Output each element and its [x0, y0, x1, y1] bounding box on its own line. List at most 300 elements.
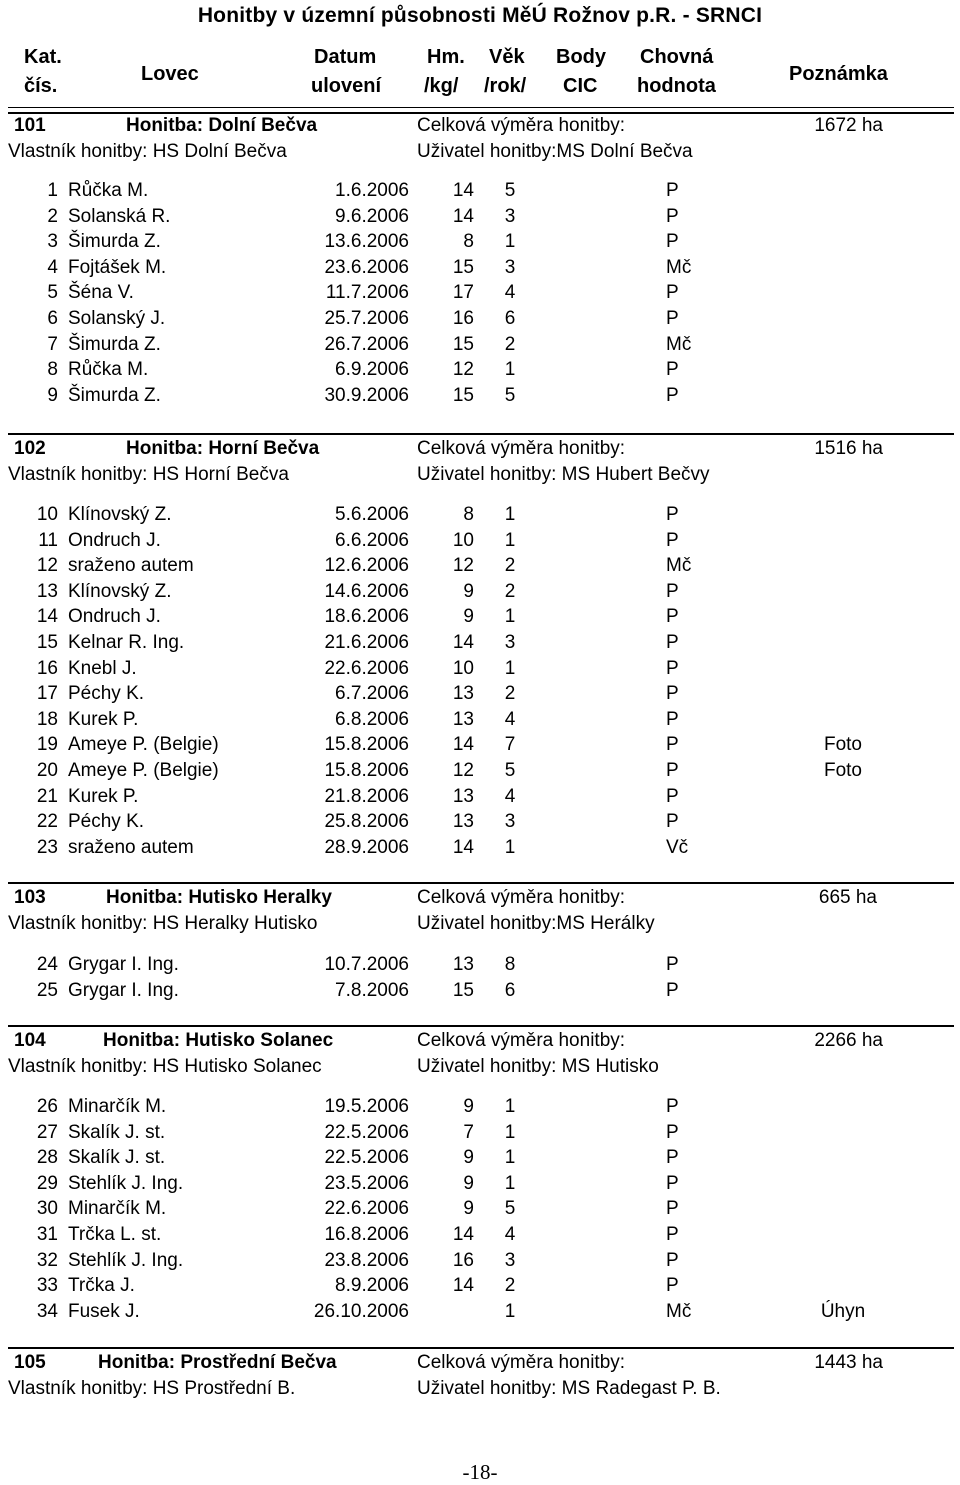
- hunter-name: Péchy K.: [68, 811, 145, 833]
- catch-number: 21: [36, 785, 58, 807]
- age: 1: [504, 1121, 516, 1143]
- breeding-value: P: [666, 631, 679, 653]
- note: Foto: [823, 734, 863, 756]
- age: 1: [504, 657, 516, 679]
- hunt-name: Honitba: Dolní Bečva: [126, 115, 318, 136]
- catch-date: 16.8.2006: [324, 1223, 409, 1245]
- user: Uživatel honitby:MS Herálky: [417, 913, 655, 934]
- catch-number: 6: [47, 307, 58, 329]
- hunter-name: Kurek P.: [68, 708, 139, 730]
- catch-number: 18: [36, 708, 58, 730]
- weight: 14: [452, 1275, 474, 1297]
- header-rule: [8, 107, 954, 108]
- owner: Vlastník honitby: HS Heralky Hutisko: [8, 913, 318, 934]
- hunter-name: Ameye P. (Belgie): [68, 759, 219, 781]
- hunting-ground-header: [0, 438, 960, 490]
- area-value: 1443 ha: [814, 1352, 883, 1373]
- hunter-name: Kelnar R. Ing.: [68, 631, 185, 653]
- area-value: 665 ha: [818, 887, 877, 908]
- hunter-name: Stehlík J. Ing.: [68, 1172, 184, 1194]
- table-row: [0, 1122, 960, 1148]
- weight: 12: [452, 759, 474, 781]
- catch-date: 14.6.2006: [324, 580, 409, 602]
- breeding-value: P: [666, 1275, 679, 1297]
- table-row: [0, 980, 960, 1006]
- hunt-code: 101: [14, 115, 46, 136]
- table-row: [0, 632, 960, 658]
- weight: 14: [452, 631, 474, 653]
- catch-date: 23.8.2006: [324, 1249, 409, 1271]
- hunter-name: Minarčík M.: [68, 1096, 167, 1117]
- hunter-name: Fojtášek M.: [68, 256, 167, 278]
- breeding-value: P: [666, 1121, 679, 1143]
- table-row: [0, 1096, 960, 1122]
- hunter-name: Péchy K.: [68, 683, 145, 705]
- age: 3: [504, 256, 516, 278]
- catch-number: 12: [36, 555, 58, 577]
- age: 5: [504, 384, 516, 406]
- catch-number: 13: [36, 580, 58, 602]
- table-row: [0, 954, 960, 980]
- age: 1: [504, 231, 516, 253]
- catch-date: 6.7.2006: [335, 683, 409, 705]
- note: Foto: [823, 759, 863, 781]
- table-row: [0, 257, 960, 283]
- catch-date: 8.9.2006: [335, 1275, 409, 1297]
- age: 4: [504, 785, 516, 807]
- catch-number: 11: [38, 529, 58, 551]
- table-row: [0, 606, 960, 632]
- hunter-name: Růčka M.: [68, 180, 149, 201]
- age: 6: [504, 307, 516, 329]
- weight: 10: [452, 529, 474, 551]
- catch-date: 10.7.2006: [324, 954, 409, 975]
- section-rule: [8, 112, 954, 114]
- area-label: Celková výměra honitby:: [417, 115, 626, 136]
- catch-number: 8: [47, 359, 58, 381]
- weight: 15: [452, 333, 474, 355]
- catch-date: 26.7.2006: [324, 333, 409, 355]
- hunter-name: Fusek J.: [68, 1300, 140, 1322]
- header-kat: Kat.: [24, 46, 62, 68]
- catch-number: 9: [47, 384, 58, 406]
- catch-date: 23.6.2006: [324, 256, 409, 278]
- catch-number: 25: [36, 979, 58, 1001]
- catch-number: 10: [36, 504, 58, 525]
- age: 1: [504, 1300, 516, 1322]
- table-row: [0, 385, 960, 411]
- table-body: [0, 954, 960, 1005]
- table-row: [0, 555, 960, 581]
- catch-number: 29: [36, 1172, 58, 1194]
- catch-date: 6.8.2006: [335, 708, 409, 730]
- note: Úhyn: [820, 1300, 866, 1322]
- hunter-name: Grygar I. Ing.: [68, 979, 179, 1001]
- table-row: [0, 786, 960, 812]
- catch-number: 27: [36, 1121, 58, 1143]
- age: 1: [504, 606, 516, 628]
- catch-number: 15: [36, 631, 58, 653]
- catch-date: 22.6.2006: [324, 657, 409, 679]
- area-label: Celková výměra honitby:: [417, 1030, 626, 1051]
- catch-number: 24: [36, 954, 58, 975]
- weight: 15: [452, 979, 474, 1001]
- hunt-name: Honitba: Horní Bečva: [126, 438, 320, 459]
- table-row: [0, 683, 960, 709]
- breeding-value: P: [666, 504, 679, 525]
- age: 1: [504, 1147, 516, 1169]
- table-body: [0, 180, 960, 410]
- age: 5: [504, 1198, 516, 1220]
- breeding-value: Mč: [666, 333, 692, 355]
- table-row: [0, 1275, 960, 1301]
- catch-number: 32: [36, 1249, 58, 1271]
- catch-number: 26: [36, 1096, 58, 1117]
- breeding-value: P: [666, 231, 679, 253]
- hunter-name: Knebl J.: [68, 657, 137, 679]
- catch-date: 13.6.2006: [324, 231, 409, 253]
- weight: 9: [463, 1198, 474, 1220]
- table-row: [0, 1250, 960, 1276]
- breeding-value: Vč: [666, 836, 689, 858]
- catch-number: 33: [36, 1275, 58, 1297]
- hunt-name: Honitba: Prostřední Bečva: [98, 1352, 337, 1373]
- breeding-value: Mč: [666, 1300, 692, 1322]
- catch-number: 2: [47, 205, 58, 227]
- hunt-code: 104: [14, 1030, 46, 1051]
- catch-date: 21.8.2006: [324, 785, 409, 807]
- hunt-code: 103: [14, 887, 46, 908]
- area-value: 1672 ha: [814, 115, 883, 136]
- weight: 12: [452, 359, 474, 381]
- weight: 14: [452, 1223, 474, 1245]
- age: 5: [504, 759, 516, 781]
- table-body: [0, 504, 960, 862]
- weight: 16: [452, 1249, 474, 1271]
- catch-date: 28.9.2006: [324, 836, 409, 858]
- age: 3: [504, 205, 516, 227]
- hunter-name: Ondruch J.: [68, 606, 161, 628]
- age: 1: [504, 529, 516, 551]
- weight: 14: [452, 734, 474, 756]
- age: 1: [504, 1172, 516, 1194]
- catch-number: 34: [36, 1300, 58, 1322]
- hunter-name: Trčka L. st.: [68, 1223, 162, 1245]
- user: Uživatel honitby:MS Dolní Bečva: [417, 141, 693, 162]
- weight: 13: [452, 785, 474, 807]
- owner: Vlastník honitby: HS Prostřední B.: [8, 1378, 296, 1399]
- hunt-name: Honitba: Hutisko Solanec: [103, 1030, 334, 1051]
- catch-date: 22.5.2006: [324, 1121, 409, 1143]
- table-row: [0, 334, 960, 360]
- hunter-name: Minarčík M.: [68, 1198, 167, 1220]
- weight: 7: [463, 1121, 474, 1143]
- weight: 17: [452, 282, 474, 304]
- catch-date: 22.5.2006: [324, 1147, 409, 1169]
- hunter-name: Šimurda Z.: [68, 384, 161, 406]
- catch-date: 15.8.2006: [324, 734, 409, 756]
- table-row: [0, 760, 960, 786]
- age: 2: [504, 683, 516, 705]
- catch-date: 7.8.2006: [335, 979, 409, 1001]
- hunter-name: sraženo autem: [68, 836, 194, 858]
- user: Uživatel honitby: MS Hutisko: [417, 1056, 659, 1077]
- age: 3: [504, 811, 516, 833]
- hunter-name: Skalík J. st.: [68, 1121, 166, 1143]
- catch-number: 22: [36, 811, 58, 833]
- hunter-name: Šéna V.: [68, 282, 134, 304]
- weight: 12: [452, 555, 474, 577]
- hunter-name: Šimurda Z.: [68, 333, 161, 355]
- breeding-value: P: [666, 708, 679, 730]
- section-rule: [8, 1347, 954, 1349]
- weight: 16: [452, 307, 474, 329]
- breeding-value: P: [666, 1172, 679, 1194]
- header-rok: /rok/: [484, 75, 527, 97]
- owner: Vlastník honitby: HS Horní Bečva: [8, 464, 289, 485]
- weight: 9: [463, 1147, 474, 1169]
- breeding-value: P: [666, 282, 679, 304]
- weight: 10: [452, 657, 474, 679]
- catch-number: 16: [36, 657, 58, 679]
- hunter-name: Stehlík J. Ing.: [68, 1249, 184, 1271]
- table-row: [0, 530, 960, 556]
- table-row: [0, 231, 960, 257]
- header-kg: /kg/: [424, 75, 459, 97]
- table-row: [0, 734, 960, 760]
- header-cic: CIC: [563, 75, 598, 97]
- breeding-value: P: [666, 1096, 679, 1117]
- header-chovna: Chovná: [640, 46, 714, 68]
- breeding-value: P: [666, 1147, 679, 1169]
- weight: 9: [463, 606, 474, 628]
- catch-number: 1: [47, 180, 58, 201]
- hunter-name: Klínovský Z.: [68, 504, 172, 525]
- area-value: 2266 ha: [814, 1030, 883, 1051]
- age: 5: [504, 180, 516, 201]
- header-lovec: Lovec: [141, 63, 199, 85]
- area-label: Celková výměra honitby:: [417, 887, 626, 908]
- table-row: [0, 837, 960, 863]
- hunter-name: sraženo autem: [68, 555, 194, 577]
- weight: 9: [463, 580, 474, 602]
- breeding-value: P: [666, 734, 679, 756]
- age: 6: [504, 979, 516, 1001]
- hunter-name: Šimurda Z.: [68, 231, 161, 253]
- hunt-code: 102: [14, 438, 46, 459]
- hunting-ground-header: [0, 1352, 960, 1404]
- weight: 14: [452, 205, 474, 227]
- age: 1: [504, 1096, 516, 1117]
- header-datum: Datum: [314, 46, 377, 68]
- hunter-name: Ondruch J.: [68, 529, 161, 551]
- age: 1: [504, 836, 516, 858]
- breeding-value: P: [666, 1198, 679, 1220]
- age: 8: [504, 954, 516, 975]
- catch-number: 31: [36, 1223, 58, 1245]
- catch-number: 23: [36, 836, 58, 858]
- age: 2: [504, 1275, 516, 1297]
- breeding-value: P: [666, 307, 679, 329]
- breeding-value: P: [666, 954, 679, 975]
- header-body: Body: [556, 46, 606, 68]
- breeding-value: P: [666, 359, 679, 381]
- user: Uživatel honitby: MS Hubert Bečvy: [417, 464, 710, 485]
- hunt-code: 105: [14, 1352, 46, 1373]
- breeding-value: P: [666, 811, 679, 833]
- breeding-value: P: [666, 180, 679, 201]
- age: 7: [504, 734, 516, 756]
- table-row: [0, 581, 960, 607]
- age: 4: [504, 708, 516, 730]
- header-ulovení: ulovení: [311, 75, 382, 97]
- catch-number: 20: [36, 759, 58, 781]
- table-row: [0, 1198, 960, 1224]
- age: 2: [504, 580, 516, 602]
- hunter-name: Solanský J.: [68, 307, 166, 329]
- weight: 14: [452, 836, 474, 858]
- breeding-value: P: [666, 683, 679, 705]
- table-header: [0, 46, 960, 104]
- section-rule: [8, 433, 954, 435]
- weight: 8: [463, 231, 474, 253]
- catch-number: 19: [36, 734, 58, 756]
- header-vek: Věk: [489, 46, 525, 68]
- table-row: [0, 1147, 960, 1173]
- catch-date: 26.10.2006: [313, 1300, 409, 1322]
- catch-number: 28: [36, 1147, 58, 1169]
- catch-date: 11.7.2006: [325, 282, 409, 304]
- hunt-name: Honitba: Hutisko Heralky: [106, 887, 332, 908]
- hunter-name: Solanská R.: [68, 205, 171, 227]
- weight: 15: [452, 384, 474, 406]
- catch-date: 6.6.2006: [335, 529, 409, 551]
- age: 2: [504, 333, 516, 355]
- catch-date: 9.6.2006: [335, 205, 409, 227]
- catch-date: 15.8.2006: [324, 759, 409, 781]
- breeding-value: P: [666, 580, 679, 602]
- breeding-value: P: [666, 785, 679, 807]
- catch-date: 25.8.2006: [324, 811, 409, 833]
- catch-number: 3: [47, 231, 58, 253]
- age: 4: [504, 1223, 516, 1245]
- hunter-name: Klínovský Z.: [68, 580, 172, 602]
- table-row: [0, 811, 960, 837]
- table-row: [0, 282, 960, 308]
- area-label: Celková výměra honitby:: [417, 1352, 626, 1373]
- page-number: -18-: [462, 1460, 498, 1484]
- catch-number: 7: [47, 333, 58, 355]
- table-row: [0, 1173, 960, 1199]
- weight: 13: [452, 954, 474, 975]
- age: 4: [504, 282, 516, 304]
- catch-date: 21.6.2006: [324, 631, 409, 653]
- catch-date: 6.9.2006: [335, 359, 409, 381]
- hunting-ground-header: [0, 887, 960, 939]
- age: 1: [504, 359, 516, 381]
- breeding-value: P: [666, 529, 679, 551]
- catch-number: 14: [36, 606, 58, 628]
- table-row: [0, 1224, 960, 1250]
- header-poznamka: Poznámka: [789, 63, 888, 85]
- catch-number: 4: [47, 256, 58, 278]
- breeding-value: P: [666, 759, 679, 781]
- catch-number: 30: [36, 1198, 58, 1220]
- weight: 13: [452, 683, 474, 705]
- catch-date: 5.6.2006: [335, 504, 409, 525]
- breeding-value: Mč: [666, 256, 692, 278]
- catch-number: 5: [47, 282, 58, 304]
- weight: 9: [463, 1096, 474, 1117]
- catch-date: 18.6.2006: [324, 606, 409, 628]
- breeding-value: P: [666, 1223, 679, 1245]
- weight: 13: [452, 708, 474, 730]
- hunter-name: Kurek P.: [68, 785, 139, 807]
- weight: 8: [463, 504, 474, 525]
- table-row: [0, 709, 960, 735]
- weight: 13: [452, 811, 474, 833]
- catch-date: 25.7.2006: [324, 307, 409, 329]
- owner: Vlastník honitby: HS Dolní Bečva: [8, 141, 287, 162]
- section-rule: [8, 1025, 954, 1027]
- breeding-value: P: [666, 657, 679, 679]
- breeding-value: Mč: [666, 555, 692, 577]
- catch-number: 17: [36, 683, 58, 705]
- age: 3: [504, 631, 516, 653]
- age: 3: [504, 1249, 516, 1271]
- breeding-value: P: [666, 979, 679, 1001]
- table-row: [0, 1301, 960, 1327]
- table-row: [0, 206, 960, 232]
- breeding-value: P: [666, 1249, 679, 1271]
- area-value: 1516 ha: [814, 438, 883, 459]
- weight: 15: [452, 256, 474, 278]
- header-cis: čís.: [24, 75, 58, 97]
- table-body: [0, 1096, 960, 1326]
- catch-date: 23.5.2006: [324, 1172, 409, 1194]
- breeding-value: P: [666, 606, 679, 628]
- table-row: [0, 658, 960, 684]
- hunting-ground-header: [0, 115, 960, 167]
- table-row: [0, 308, 960, 334]
- catch-date: 1.6.2006: [335, 180, 409, 201]
- catch-date: 12.6.2006: [324, 555, 409, 577]
- age: 1: [504, 504, 516, 525]
- table-row: [0, 180, 960, 206]
- table-row: [0, 504, 960, 530]
- table-row: [0, 359, 960, 385]
- owner: Vlastník honitby: HS Hutisko Solanec: [8, 1056, 322, 1077]
- breeding-value: P: [666, 384, 679, 406]
- section-rule: [8, 882, 954, 884]
- catch-date: 22.6.2006: [324, 1198, 409, 1220]
- page-title: Honitby v územní působnosti MěÚ Rožnov p.R. - SRNCI: [197, 4, 763, 27]
- hunting-ground-header: [0, 1030, 960, 1082]
- weight: 14: [452, 180, 474, 201]
- area-label: Celková výměra honitby:: [417, 438, 626, 459]
- catch-date: 30.9.2006: [324, 384, 409, 406]
- header-hm: Hm.: [427, 46, 465, 68]
- hunter-name: Skalík J. st.: [68, 1147, 166, 1169]
- user: Uživatel honitby: MS Radegast P. B.: [417, 1378, 721, 1399]
- hunter-name: Grygar I. Ing.: [68, 954, 179, 975]
- weight: 9: [463, 1172, 474, 1194]
- catch-date: 19.5.2006: [324, 1096, 409, 1117]
- hunter-name: Ameye P. (Belgie): [68, 734, 219, 756]
- breeding-value: P: [666, 205, 679, 227]
- header-hodnota: hodnota: [637, 75, 716, 97]
- hunter-name: Trčka J.: [68, 1275, 135, 1297]
